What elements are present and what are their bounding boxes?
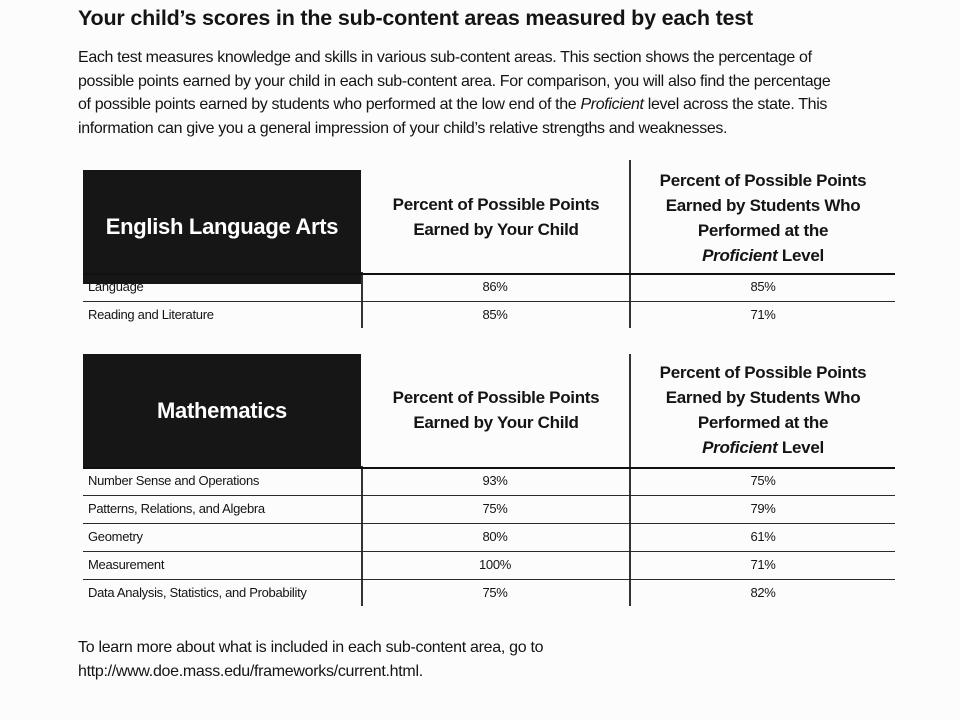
proficient-score: 71% xyxy=(750,307,776,322)
row-label: Geometry xyxy=(88,529,143,544)
header-line: Percent of Possible Points xyxy=(392,195,600,214)
header-emphasis: Proficient xyxy=(702,246,778,265)
intro-text: level across the state. This xyxy=(643,96,828,114)
footer-url: http://www.doe.mass.edu/frameworks/current.html. xyxy=(78,663,423,680)
header-line: Performed at the xyxy=(697,413,829,432)
intro-line: information can give you a general impression of your child’s relative strengths and weaknesses. xyxy=(78,119,728,137)
child-column-header xyxy=(365,192,627,242)
child-score: 86% xyxy=(482,279,508,294)
proficient-score: 61% xyxy=(750,529,776,544)
header-line: Earned by Students Who xyxy=(665,388,861,407)
intro-line: possible points earned by your child in each sub-content area. For comparison, you will also find the percentage xyxy=(78,72,831,90)
intro-emphasis: Proficient xyxy=(580,96,644,114)
ela-table xyxy=(83,160,895,330)
child-score: 93% xyxy=(482,473,508,488)
row-label: Patterns, Relations, and Algebra xyxy=(88,501,265,516)
ela-heading: English Language Arts xyxy=(83,170,361,284)
header-line xyxy=(631,435,895,460)
table-row xyxy=(83,496,895,524)
table-row xyxy=(83,468,895,496)
math-heading: Mathematics xyxy=(83,354,361,468)
page-title: Your child’s scores in the sub-content areas measured by each test xyxy=(78,6,754,30)
intro-text: of possible points earned by students who performed at the low end of the xyxy=(78,96,581,114)
child-column-header xyxy=(365,385,627,435)
header-line: Earned by Students Who xyxy=(665,196,861,215)
math-table xyxy=(83,354,895,608)
header-line: Performed at the xyxy=(697,221,829,240)
proficient-score: 79% xyxy=(750,501,776,516)
child-score: 85% xyxy=(482,307,508,322)
table-row xyxy=(83,580,895,608)
intro-line xyxy=(78,93,908,117)
table-row xyxy=(83,552,895,580)
intro-paragraph xyxy=(78,46,908,140)
header-emphasis: Proficient xyxy=(702,438,778,457)
child-score: 75% xyxy=(482,585,508,600)
header-line: Percent of Possible Points xyxy=(659,171,867,190)
intro-line: Each test measures knowledge and skills in various sub-content areas. This section shows the percentage of xyxy=(78,49,812,66)
row-label: Data Analysis, Statistics, and Probability xyxy=(88,585,307,600)
footer-line: To learn more about what is included in each sub-content area, go to xyxy=(78,639,544,656)
child-score: 80% xyxy=(482,529,508,544)
proficient-score: 75% xyxy=(750,473,776,488)
header-text: Level xyxy=(777,246,824,265)
table-row xyxy=(83,524,895,552)
header-line: Percent of Possible Points xyxy=(659,363,867,382)
row-label: Language xyxy=(88,279,144,294)
header-line: Earned by Your Child xyxy=(413,220,579,239)
proficient-score: 82% xyxy=(750,585,776,600)
proficient-column-header xyxy=(631,360,895,460)
header-line xyxy=(631,243,895,268)
proficient-score: 71% xyxy=(750,557,776,572)
child-score: 75% xyxy=(482,501,508,516)
proficient-column-header xyxy=(631,168,895,268)
table-row xyxy=(83,274,895,302)
table-row xyxy=(83,302,895,330)
row-label: Number Sense and Operations xyxy=(88,473,260,488)
header-line: Percent of Possible Points xyxy=(392,388,600,407)
proficient-score: 85% xyxy=(750,279,776,294)
row-label: Measurement xyxy=(88,557,165,572)
header-line: Earned by Your Child xyxy=(413,413,579,432)
child-score: 100% xyxy=(478,557,512,572)
header-text: Level xyxy=(777,438,824,457)
row-label: Reading and Literature xyxy=(88,307,214,322)
footer-note xyxy=(78,636,543,684)
